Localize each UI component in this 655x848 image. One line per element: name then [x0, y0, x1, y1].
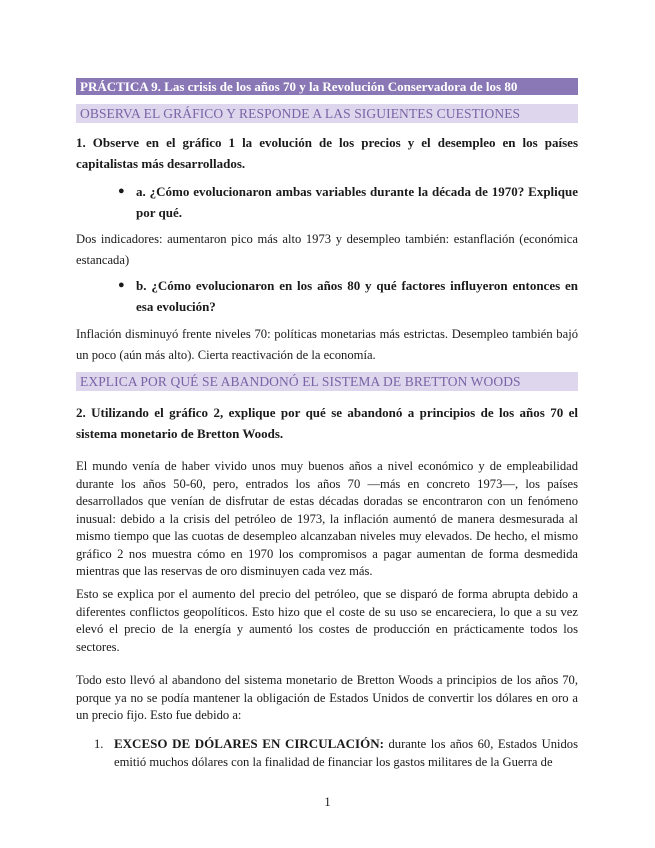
- question-1b: [118, 275, 578, 317]
- section-heading-observe: OBSERVA EL GRÁFICO Y RESPONDE A LAS SIGUIENTES CUESTIONES: [76, 104, 578, 123]
- question-2: 2. Utilizando el gráfico 2, explique por qué se abandonó a principios de los años 70 el sistema monetario de Bretton Woods.: [76, 405, 578, 441]
- answer-1a: Dos indicadores: aumentaron pico más alto 1973 y desempleo también: estanflación (económica estancada): [76, 232, 578, 267]
- question-1: 1. Observe en el gráfico 1 la evolución de los precios y el desempleo en los países capitalistas más desarrollados.: [76, 135, 578, 171]
- practice-title-banner: PRÁCTICA 9. Las crisis de los años 70 y la Revolución Conservadora de los 80: [76, 78, 578, 95]
- section-heading-explain: EXPLICA POR QUÉ SE ABANDONÓ EL SISTEMA DE BRETTON WOODS: [76, 372, 578, 391]
- list-number: 1.: [94, 737, 104, 751]
- list-item-1: [94, 735, 579, 771]
- question-1b-text: b. ¿Cómo evolucionaron en los años 80 y qué factores influyeron entonces en esa evolución?: [136, 278, 578, 314]
- answer-1b: Inflación disminuyó frente niveles 70: políticas monetarias más estrictas. Desempleo también bajó un poco (aún más alto). Cierta reactivación de la economía.: [76, 327, 578, 362]
- question-1a: [118, 181, 578, 223]
- paragraph-1: El mundo venía de haber vivido unos muy buenos años a nivel económico y de empleabilidad durante los años 50-60, pero, entrados los años 70 —más en concreto 1973—, los países desarrollados que venían de disfrutar de estas décadas doradas se encontraron con un fenómeno inusual: debido a la crisis del petróleo de 1973, la inflación aumentó de manera desmesurada al mismo tiempo que las cuotas de desempleo alcanzaban niveles muy elevados. De hecho, el mismo gráfico 2 nos muestra cómo en 1970 los compromisos a pagar aumentan de forma desmedida mientras que las reservas de oro disminuyen cada vez más.: [76, 459, 578, 578]
- bullet-icon: ●: [118, 279, 125, 291]
- list-item-title: EXCESO DE DÓLARES EN CIRCULACIÓN:: [114, 736, 384, 751]
- question-1a-text: a. ¿Cómo evolucionaron ambas variables durante la década de 1970? Explique por qué.: [136, 184, 578, 220]
- bullet-icon: ●: [118, 185, 125, 197]
- list-item-text: durante los años 60, Estados Unidos emitió muchos dólares con la finalidad de financiar los gastos militares de la Guerra de: [114, 737, 579, 769]
- paragraph-3: Todo esto llevó al abandono del sistema monetario de Bretton Woods a principios de los años 70, porque ya no se podía mantener la obligación de Estados Unidos de convertir los dólares en oro a un precio fijo. Esto fue debido a:: [76, 673, 578, 722]
- paragraph-2: Esto se explica por el aumento del precio del petróleo, que se disparó de forma abrupta debido a diferentes conflictos geopolíticos. Esto hizo que el coste de su uso se encareciera, lo que a su vez elevó el precio de la energía y aumentó los costes de producción en prácticamente todos los sectores.: [76, 587, 578, 654]
- page-number: 1: [324, 795, 331, 809]
